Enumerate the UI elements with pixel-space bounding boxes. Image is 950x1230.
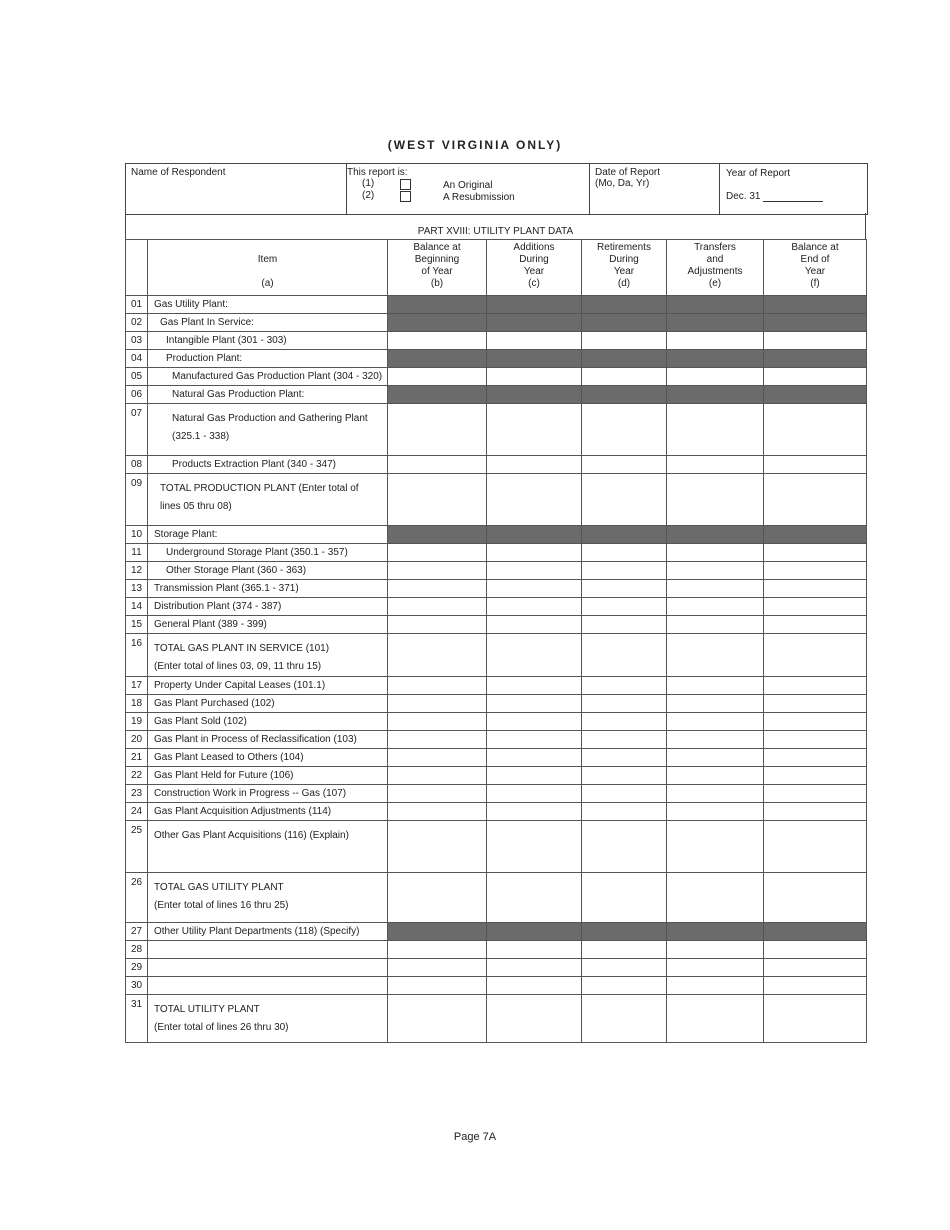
amount-cell[interactable] [388, 598, 487, 616]
amount-cell[interactable] [487, 456, 582, 474]
respondent-name-field[interactable] [126, 164, 346, 214]
column-header-row [126, 240, 867, 296]
item-label: Intangible Plant (301 - 303) [148, 332, 388, 350]
table-row [126, 713, 867, 731]
amount-cell[interactable] [764, 562, 867, 580]
table-row [126, 404, 867, 456]
amount-cell[interactable] [764, 368, 867, 386]
item-label: Gas Plant Sold (102) [148, 713, 388, 731]
line-number: 21 [126, 749, 148, 767]
amount-cell[interactable] [388, 616, 487, 634]
amount-cell[interactable] [667, 731, 764, 749]
item-label: Production Plant: [148, 350, 388, 368]
line-number: 06 [126, 386, 148, 404]
amount-cell[interactable] [487, 544, 582, 562]
amount-cell[interactable] [764, 803, 867, 821]
shaded-cell [764, 296, 867, 314]
shaded-cell [667, 296, 764, 314]
amount-cell[interactable] [667, 959, 764, 977]
amount-cell[interactable] [487, 404, 582, 456]
line-number: 17 [126, 677, 148, 695]
amount-cell[interactable] [764, 995, 867, 1043]
amount-cell[interactable] [667, 821, 764, 873]
shaded-cell [667, 350, 764, 368]
amount-cell[interactable] [764, 474, 867, 526]
amount-cell[interactable] [667, 941, 764, 959]
amount-cell[interactable] [582, 749, 667, 767]
amount-cell[interactable] [582, 368, 667, 386]
amount-cell[interactable] [487, 821, 582, 873]
report-date-label: Date of Report [595, 167, 661, 178]
amount-cell[interactable] [487, 634, 582, 677]
shaded-cell [582, 526, 667, 544]
table-row [126, 803, 867, 821]
line-number: 30 [126, 977, 148, 995]
line-number: 13 [126, 580, 148, 598]
shaded-cell [487, 350, 582, 368]
amount-cell[interactable] [667, 873, 764, 923]
amount-cell[interactable] [764, 977, 867, 995]
amount-cell[interactable] [388, 873, 487, 923]
shaded-cell [764, 526, 867, 544]
item-label: Gas Plant Leased to Others (104) [148, 749, 388, 767]
shaded-cell [487, 923, 582, 941]
shaded-cell [582, 386, 667, 404]
line-number: 24 [126, 803, 148, 821]
shaded-cell [667, 923, 764, 941]
amount-cell[interactable] [582, 959, 667, 977]
amount-cell[interactable] [388, 713, 487, 731]
line-number-header [126, 240, 148, 296]
table-row [126, 562, 867, 580]
option-2-number: (2) [362, 190, 375, 201]
amount-cell[interactable] [667, 785, 764, 803]
table-row [126, 386, 867, 404]
amount-cell[interactable] [764, 785, 867, 803]
column-header: Transfers and Adjustments (e) [667, 240, 764, 296]
amount-cell[interactable] [487, 873, 582, 923]
shaded-cell [388, 386, 487, 404]
amount-cell[interactable] [487, 474, 582, 526]
table-row [126, 731, 867, 749]
amount-cell[interactable] [487, 616, 582, 634]
item-label: Natural Gas Production Plant: [148, 386, 388, 404]
shaded-cell [487, 314, 582, 332]
line-number: 22 [126, 767, 148, 785]
amount-cell[interactable] [487, 995, 582, 1043]
table-row [126, 314, 867, 332]
amount-cell[interactable] [487, 695, 582, 713]
shaded-cell [388, 526, 487, 544]
utility-plant-table [125, 239, 867, 1043]
amount-cell[interactable] [667, 695, 764, 713]
amount-cell[interactable] [764, 713, 867, 731]
amount-cell[interactable] [487, 785, 582, 803]
table-row [126, 616, 867, 634]
amount-cell[interactable] [487, 767, 582, 785]
column-header: Retirements During Year (d) [582, 240, 667, 296]
item-label [148, 959, 388, 977]
amount-cell[interactable] [388, 749, 487, 767]
report-date-field[interactable] [589, 164, 719, 214]
amount-cell[interactable] [764, 616, 867, 634]
amount-cell[interactable] [487, 731, 582, 749]
amount-cell[interactable] [764, 767, 867, 785]
amount-cell[interactable] [667, 474, 764, 526]
item-label: Gas Plant Purchased (102) [148, 695, 388, 713]
amount-cell[interactable] [667, 749, 764, 767]
shaded-cell [582, 296, 667, 314]
item-label: Gas Plant in Process of Reclassification (103) [148, 731, 388, 749]
line-number: 29 [126, 959, 148, 977]
amount-cell[interactable] [388, 731, 487, 749]
line-number: 28 [126, 941, 148, 959]
amount-cell[interactable] [487, 368, 582, 386]
page-number: Page 7A [453, 1131, 497, 1143]
amount-cell[interactable] [388, 368, 487, 386]
amount-cell[interactable] [764, 873, 867, 923]
amount-cell[interactable] [582, 977, 667, 995]
amount-cell[interactable] [764, 749, 867, 767]
item-label: Distribution Plant (374 - 387) [148, 598, 388, 616]
item-label: Other Utility Plant Departments (118) (Specify) [148, 923, 388, 941]
shaded-cell [764, 923, 867, 941]
table-row [126, 456, 867, 474]
shaded-cell [582, 923, 667, 941]
item-label: Gas Plant Held for Future (106) [148, 767, 388, 785]
table-row [126, 821, 867, 873]
amount-cell[interactable] [667, 332, 764, 350]
amount-cell[interactable] [388, 456, 487, 474]
amount-cell[interactable] [388, 677, 487, 695]
resubmission-checkbox[interactable] [400, 191, 411, 202]
report-year-label: Year of Report [726, 168, 791, 179]
line-number: 08 [126, 456, 148, 474]
line-number: 09 [126, 474, 148, 526]
amount-cell[interactable] [667, 634, 764, 677]
amount-cell[interactable] [764, 941, 867, 959]
shaded-cell [388, 314, 487, 332]
amount-cell[interactable] [764, 677, 867, 695]
amount-cell[interactable] [487, 332, 582, 350]
amount-cell[interactable] [667, 977, 764, 995]
amount-cell[interactable] [667, 562, 764, 580]
amount-cell[interactable] [764, 456, 867, 474]
amount-cell[interactable] [487, 677, 582, 695]
report-year-value: Dec. 31 [726, 191, 761, 202]
amount-cell[interactable] [764, 959, 867, 977]
shaded-cell [667, 314, 764, 332]
amount-cell[interactable] [388, 695, 487, 713]
shaded-cell [764, 314, 867, 332]
item-label: General Plant (389 - 399) [148, 616, 388, 634]
amount-cell[interactable] [487, 562, 582, 580]
table-row [126, 580, 867, 598]
column-header: Balance at End of Year (f) [764, 240, 867, 296]
line-number: 03 [126, 332, 148, 350]
amount-cell[interactable] [667, 456, 764, 474]
respondent-name-label: Name of Respondent [131, 167, 226, 178]
year-blank[interactable] [763, 191, 823, 202]
amount-cell[interactable] [388, 474, 487, 526]
line-number: 25 [126, 821, 148, 873]
report-header [125, 163, 868, 215]
amount-cell[interactable] [667, 616, 764, 634]
amount-cell[interactable] [388, 544, 487, 562]
shaded-cell [582, 314, 667, 332]
table-row [126, 923, 867, 941]
shaded-cell [582, 350, 667, 368]
amount-cell[interactable] [764, 695, 867, 713]
amount-cell[interactable] [764, 544, 867, 562]
table-row [126, 544, 867, 562]
shaded-cell [764, 386, 867, 404]
item-label [148, 977, 388, 995]
amount-cell[interactable] [582, 474, 667, 526]
table-row [126, 695, 867, 713]
amount-cell[interactable] [582, 332, 667, 350]
table-row [126, 749, 867, 767]
amount-cell[interactable] [388, 995, 487, 1043]
shaded-cell [667, 526, 764, 544]
amount-cell[interactable] [582, 580, 667, 598]
table-row [126, 785, 867, 803]
item-label: Natural Gas Production and Gathering Plant (325.1 - 338) [148, 404, 388, 456]
amount-cell[interactable] [582, 785, 667, 803]
page-title: (WEST VIRGINIA ONLY) [387, 138, 563, 152]
column-header: Additions During Year (c) [487, 240, 582, 296]
item-label: Gas Utility Plant: [148, 296, 388, 314]
table-row [126, 368, 867, 386]
original-label: An Original [443, 180, 493, 191]
shaded-cell [764, 350, 867, 368]
amount-cell[interactable] [388, 803, 487, 821]
part-title: PART XVIII: UTILITY PLANT DATA [417, 226, 574, 237]
line-number: 23 [126, 785, 148, 803]
table-row [126, 677, 867, 695]
amount-cell[interactable] [764, 821, 867, 873]
amount-cell[interactable] [582, 677, 667, 695]
option-1-number: (1) [362, 178, 375, 189]
table-row [126, 350, 867, 368]
amount-cell[interactable] [667, 677, 764, 695]
amount-cell[interactable] [388, 580, 487, 598]
amount-cell[interactable] [582, 598, 667, 616]
table-row [126, 977, 867, 995]
table-row [126, 873, 867, 923]
item-label: Manufactured Gas Production Plant (304 - 320) [148, 368, 388, 386]
amount-cell[interactable] [582, 404, 667, 456]
amount-cell[interactable] [582, 821, 667, 873]
line-number: 27 [126, 923, 148, 941]
item-label: TOTAL UTILITY PLANT (Enter total of lines 26 thru 30) [148, 995, 388, 1043]
table-row [126, 634, 867, 677]
line-number: 10 [126, 526, 148, 544]
column-header: Balance at Beginning of Year (b) [388, 240, 487, 296]
line-number: 15 [126, 616, 148, 634]
shaded-cell [487, 526, 582, 544]
amount-cell[interactable] [667, 544, 764, 562]
amount-cell[interactable] [582, 995, 667, 1043]
amount-cell[interactable] [388, 634, 487, 677]
amount-cell[interactable] [582, 767, 667, 785]
shaded-cell [388, 350, 487, 368]
amount-cell[interactable] [388, 785, 487, 803]
amount-cell[interactable] [667, 580, 764, 598]
item-label: Construction Work in Progress -- Gas (107) [148, 785, 388, 803]
amount-cell[interactable] [487, 580, 582, 598]
amount-cell[interactable] [582, 456, 667, 474]
item-label [148, 941, 388, 959]
amount-cell[interactable] [582, 941, 667, 959]
line-number: 04 [126, 350, 148, 368]
item-label: Gas Plant In Service: [148, 314, 388, 332]
item-label: Other Storage Plant (360 - 363) [148, 562, 388, 580]
amount-cell[interactable] [764, 731, 867, 749]
amount-cell[interactable] [667, 803, 764, 821]
amount-cell[interactable] [764, 404, 867, 456]
table-row [126, 959, 867, 977]
amount-cell[interactable] [764, 580, 867, 598]
table-row [126, 474, 867, 526]
item-label: Underground Storage Plant (350.1 - 357) [148, 544, 388, 562]
amount-cell[interactable] [487, 713, 582, 731]
item-label: Storage Plant: [148, 526, 388, 544]
amount-cell[interactable] [582, 803, 667, 821]
table-row [126, 995, 867, 1043]
shaded-cell [388, 296, 487, 314]
item-label: TOTAL PRODUCTION PLANT (Enter total of lines 05 thru 08) [148, 474, 388, 526]
report-year-field[interactable] [719, 164, 867, 214]
amount-cell[interactable] [582, 562, 667, 580]
amount-cell[interactable] [582, 616, 667, 634]
amount-cell[interactable] [388, 562, 487, 580]
amount-cell[interactable] [388, 977, 487, 995]
item-label: Property Under Capital Leases (101.1) [148, 677, 388, 695]
amount-cell[interactable] [487, 977, 582, 995]
report-type-label: This report is: [347, 167, 408, 178]
item-label: Transmission Plant (365.1 - 371) [148, 580, 388, 598]
item-label: Gas Plant Acquisition Adjustments (114) [148, 803, 388, 821]
item-label: Products Extraction Plant (340 - 347) [148, 456, 388, 474]
amount-cell[interactable] [487, 803, 582, 821]
amount-cell[interactable] [582, 731, 667, 749]
amount-cell[interactable] [764, 332, 867, 350]
amount-cell[interactable] [582, 695, 667, 713]
amount-cell[interactable] [487, 959, 582, 977]
amount-cell[interactable] [388, 767, 487, 785]
item-label: TOTAL GAS UTILITY PLANT (Enter total of lines 16 thru 25) [148, 873, 388, 923]
amount-cell[interactable] [667, 598, 764, 616]
amount-cell[interactable] [764, 634, 867, 677]
line-number: 19 [126, 713, 148, 731]
resubmission-label: A Resubmission [443, 192, 515, 203]
amount-cell[interactable] [388, 941, 487, 959]
line-number: 02 [126, 314, 148, 332]
amount-cell[interactable] [764, 598, 867, 616]
line-number: 26 [126, 873, 148, 923]
amount-cell[interactable] [487, 941, 582, 959]
amount-cell[interactable] [582, 544, 667, 562]
table-row [126, 598, 867, 616]
item-label: TOTAL GAS PLANT IN SERVICE (101) (Enter total of lines 03, 09, 11 thru 15) [148, 634, 388, 677]
line-number: 18 [126, 695, 148, 713]
amount-cell[interactable] [388, 404, 487, 456]
line-number: 12 [126, 562, 148, 580]
original-checkbox[interactable] [400, 179, 411, 190]
amount-cell[interactable] [667, 995, 764, 1043]
line-number: 07 [126, 404, 148, 456]
amount-cell[interactable] [667, 404, 764, 456]
line-number: 11 [126, 544, 148, 562]
amount-cell[interactable] [667, 368, 764, 386]
line-number: 20 [126, 731, 148, 749]
table-row [126, 941, 867, 959]
shaded-cell [667, 386, 764, 404]
amount-cell[interactable] [667, 713, 764, 731]
column-header: Item (a) [148, 240, 388, 296]
amount-cell[interactable] [582, 873, 667, 923]
amount-cell[interactable] [582, 634, 667, 677]
amount-cell[interactable] [487, 749, 582, 767]
amount-cell[interactable] [667, 767, 764, 785]
line-number: 05 [126, 368, 148, 386]
table-row [126, 767, 867, 785]
amount-cell[interactable] [388, 959, 487, 977]
table-row [126, 526, 867, 544]
shaded-cell [487, 296, 582, 314]
report-type-cell [346, 164, 589, 214]
table-row [126, 332, 867, 350]
amount-cell[interactable] [582, 713, 667, 731]
shaded-cell [388, 923, 487, 941]
line-number: 01 [126, 296, 148, 314]
line-number: 31 [126, 995, 148, 1043]
amount-cell[interactable] [487, 598, 582, 616]
line-number: 14 [126, 598, 148, 616]
amount-cell[interactable] [388, 332, 487, 350]
shaded-cell [487, 386, 582, 404]
item-label: Other Gas Plant Acquisitions (116) (Explain) [148, 821, 388, 873]
line-number: 16 [126, 634, 148, 677]
amount-cell[interactable] [388, 821, 487, 873]
table-row [126, 296, 867, 314]
report-date-format: (Mo, Da, Yr) [595, 178, 650, 189]
part-heading [125, 213, 866, 239]
